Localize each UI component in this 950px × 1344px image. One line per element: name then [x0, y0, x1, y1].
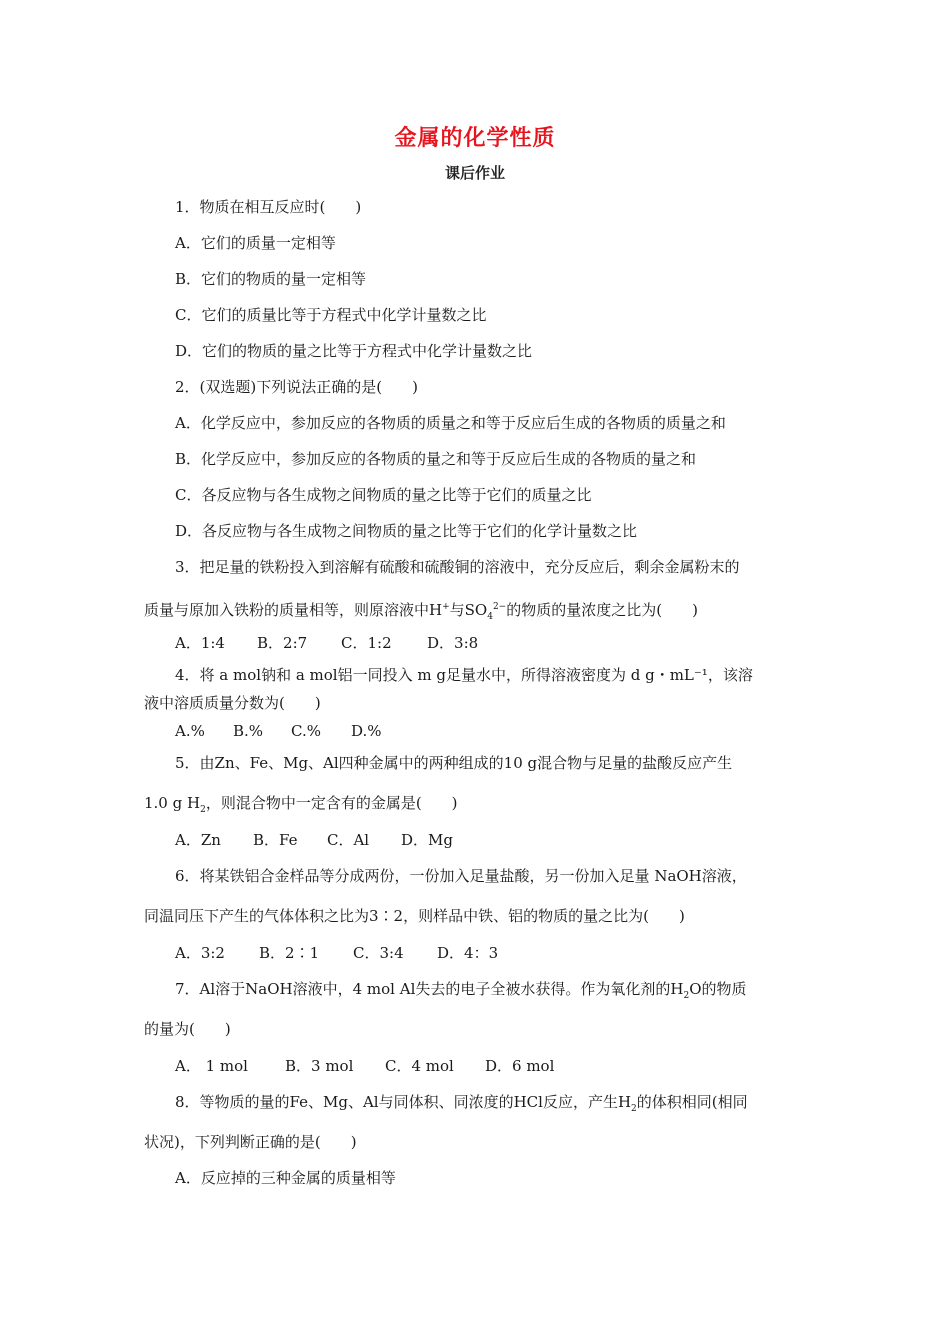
q3-sup-1: +: [442, 602, 450, 612]
page-title: 金属的化学性质: [394, 126, 556, 151]
question-8-stem-line2: 状况)，下列判断正确的是( ): [144, 1133, 357, 1151]
question-2-option-d: D．各反应物与各生成物之间物质的量之比等于它们的化学计量数之比: [175, 522, 638, 540]
q3-text-b: 与SO: [449, 601, 488, 619]
question-7-stem-line1: [175, 979, 747, 1006]
question-7-stem-line2: 的量为( ): [144, 1020, 231, 1038]
q3-text-c: 的物质的量浓度之比为( ): [506, 601, 698, 619]
option: A．3:2: [175, 944, 225, 962]
option: C.%: [291, 722, 321, 740]
question-1-option-b: B．它们的物质的量一定相等: [175, 270, 367, 288]
option: D.%: [351, 722, 382, 740]
option: B．2∶1: [259, 944, 320, 962]
question-7-options: [175, 1056, 554, 1076]
question-1-option-c: C．它们的质量比等于方程式中化学计量数之比: [175, 306, 487, 324]
option: B.%: [233, 722, 264, 740]
question-4-stem-line2: 液中溶质质量分数为( ): [144, 694, 321, 712]
q5-text-a: 1.0 g H: [144, 794, 201, 812]
question-3-stem-line2: [144, 597, 698, 627]
option: A．Zn: [175, 831, 221, 849]
question-5-options: [175, 830, 453, 850]
question-3-stem-line1: 3．把足量的铁粉投入到溶解有硫酸和硫酸铜的溶液中，充分反应后，剩余金属粉末的: [175, 558, 740, 576]
page-subtitle: 课后作业: [444, 164, 505, 182]
question-8-option-a: A．反应掉的三种金属的质量相等: [175, 1169, 396, 1187]
q5-sub: 2: [200, 805, 206, 815]
question-2-stem: 2．(双选题)下列说法正确的是( ): [175, 378, 418, 396]
question-5-stem-line2: [144, 793, 458, 820]
question-4-options: [175, 721, 382, 741]
option: A．1:4: [175, 634, 225, 652]
question-2-option-a: A．化学反应中，参加反应的各物质的质量之和等于反应后生成的各物质的质量之和: [175, 414, 726, 432]
option: D．3:8: [427, 634, 479, 652]
q8-text-b: 的体积相同(相同: [636, 1093, 748, 1111]
question-5-stem-line1: 5．由Zn、Fe、Mg、Al四种金属中的两种组成的10 g混合物与足量的盐酸反应产生: [175, 754, 733, 772]
option: B．Fe: [253, 831, 298, 849]
question-6-options: [175, 943, 498, 963]
option: D．4：3: [437, 944, 499, 962]
question-3-options: [175, 633, 478, 653]
option: C．Al: [327, 831, 370, 849]
q3-text-a: 质量与原加入铁粉的质量相等，则原溶液中H: [144, 601, 443, 619]
option: D．6 mol: [485, 1057, 555, 1075]
question-8-stem-line1: [175, 1092, 748, 1119]
q7-sub: 2: [683, 991, 690, 1001]
q7-text-a: 7．Al溶于NaOH溶液中，4 mol Al失去的电子全被水获得。作为氧化剂的H: [175, 980, 684, 998]
option: B．3 mol: [285, 1057, 354, 1075]
question-4-stem-line1: 4．将 a mol钠和 a mol铝一同投入 m g足量水中，所得溶液密度为 d g・mL⁻¹，该溶: [175, 666, 753, 684]
q5-text-b: ，则混合物中一定含有的金属是( ): [205, 794, 458, 812]
question-6-stem-line1: 6．将某铁铝合金样品等分成两份，一份加入足量盐酸，另一份加入足量 NaOH溶液，: [175, 867, 747, 885]
q7-text-b: O的物质: [689, 980, 747, 998]
q3-sub: 4: [487, 612, 493, 622]
q3-sup-2: 2−: [492, 602, 507, 612]
option: C．3:4: [353, 944, 404, 962]
question-2-option-c: C．各反应物与各生成物之间物质的量之比等于它们的质量之比: [175, 486, 592, 504]
question-2-option-b: B．化学反应中，参加反应的各物质的量之和等于反应后生成的各物质的量之和: [175, 450, 697, 468]
option: C．4 mol: [385, 1057, 454, 1075]
question-1-stem: 1．物质在相互反应时( ): [175, 198, 362, 216]
q8-text-a: 8．等物质的量的Fe、Mg、Al与同体积、同浓度的HCl反应，产生H: [175, 1093, 632, 1111]
option: A.%: [175, 722, 205, 740]
option: D．Mg: [401, 831, 453, 849]
question-1-option-d: D．它们的物质的量之比等于方程式中化学计量数之比: [175, 342, 533, 360]
option: A． 1 mol: [175, 1057, 248, 1075]
option: B．2:7: [257, 634, 308, 652]
question-1-option-a: A．它们的质量一定相等: [175, 234, 336, 252]
option: C．1:2: [341, 634, 392, 652]
q8-sub: 2: [631, 1104, 637, 1114]
question-6-stem-line2: 同温同压下产生的气体体积之比为3∶2，则样品中铁、铝的物质的量之比为( ): [144, 907, 685, 925]
